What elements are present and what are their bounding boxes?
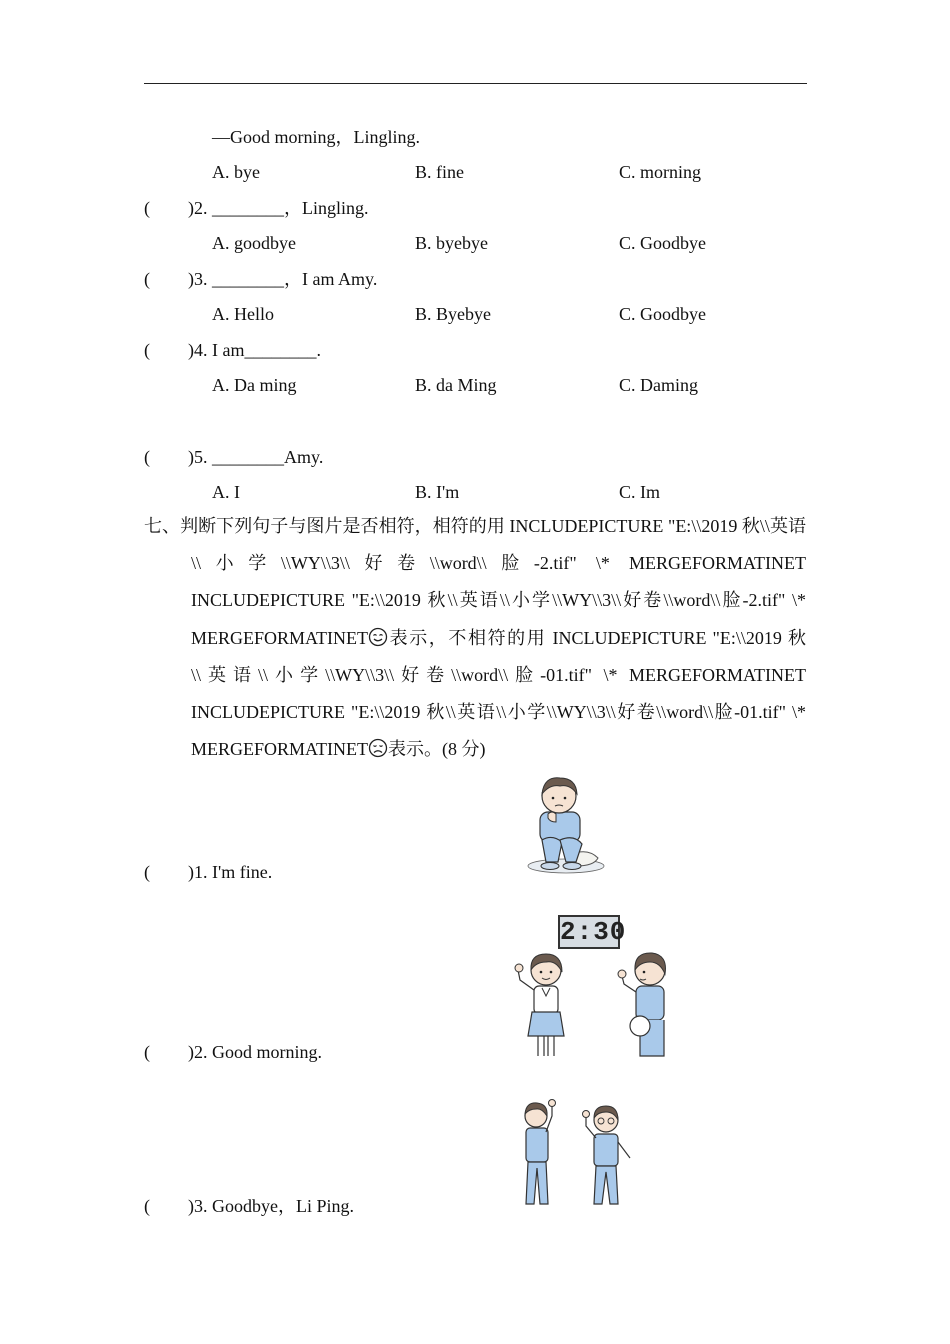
statement: )2. Good morning. bbox=[188, 1042, 322, 1062]
answer-line: —Good morning，Lingling. bbox=[212, 127, 420, 147]
answer-paren: ( bbox=[144, 862, 150, 882]
clock-display: 2:30 bbox=[560, 917, 627, 947]
question-stem: )2. ________，Lingling. bbox=[188, 198, 369, 218]
question-stem: )3. ________，I am Amy. bbox=[188, 269, 378, 289]
sitting-boy-picture bbox=[522, 770, 606, 876]
option-b: B. fine bbox=[415, 162, 464, 182]
option-b: B. Byebye bbox=[415, 304, 491, 324]
option-c: C. Goodbye bbox=[619, 304, 706, 324]
answer-paren: ( bbox=[144, 1196, 150, 1216]
smiley-face-icon bbox=[368, 627, 388, 647]
option-a: A. Hello bbox=[212, 304, 274, 324]
answer-paren: ( bbox=[144, 1042, 150, 1062]
option-b: B. da Ming bbox=[415, 375, 497, 395]
waving-children-picture bbox=[518, 1098, 642, 1210]
option-a: A. bye bbox=[212, 162, 260, 182]
question-stem: )4. I am________. bbox=[188, 340, 321, 360]
option-c: C. Im bbox=[619, 482, 661, 502]
option-b: B. byebye bbox=[415, 233, 488, 253]
statement: )1. I'm fine. bbox=[188, 862, 273, 882]
option-a: A. Da ming bbox=[212, 375, 297, 395]
answer-paren: ( bbox=[144, 340, 150, 360]
option-a: A. I bbox=[212, 482, 240, 502]
answer-paren: ( bbox=[144, 198, 150, 218]
question-stem: )5. ________Amy. bbox=[188, 447, 324, 467]
answer-paren: ( bbox=[144, 269, 150, 289]
statement: )3. Goodbye，Li Ping. bbox=[188, 1196, 354, 1216]
option-a: A. goodbye bbox=[212, 233, 296, 253]
instruction-part-2: 表示，不相符的用 INCLUDEPICTURE "E:\\2019 秋\\英语\\小学\\WY\\3\\好卷\\word\\脸-01.tif" \* MERGEFORMATINET INCLUDEPICTURE "E:\\2019 秋\\英语\\小学\\WY\\3\\好卷\\word\\脸-01.tif" \* MERGEFORMATINET bbox=[191, 627, 806, 760]
sad-face-icon bbox=[368, 738, 388, 758]
answer-paren: ( bbox=[144, 447, 150, 467]
option-b: B. I'm bbox=[415, 482, 460, 502]
section-seven-instruction bbox=[144, 508, 806, 768]
greeting-children-picture bbox=[512, 950, 672, 1058]
option-c: C. morning bbox=[619, 162, 702, 182]
instruction-part-1: 七、判断下列句子与图片是否相符，相符的用 INCLUDEPICTURE "E:\\2019 秋\\英语\\小学\\WY\\3\\好卷\\word\\脸-2.tif" \* MERGEFORMATINET INCLUDEPICTURE "E:\\2019 秋\\英语\\小学\\WY\\3\\好卷\\word\\脸-2.tif" \* MERGEFORMATINET bbox=[144, 516, 806, 648]
instruction-part-3: 表示。(8 分) bbox=[388, 739, 486, 760]
option-c: C. Daming bbox=[619, 375, 698, 395]
header-rule bbox=[144, 83, 807, 84]
option-c: C. Goodbye bbox=[619, 233, 706, 253]
